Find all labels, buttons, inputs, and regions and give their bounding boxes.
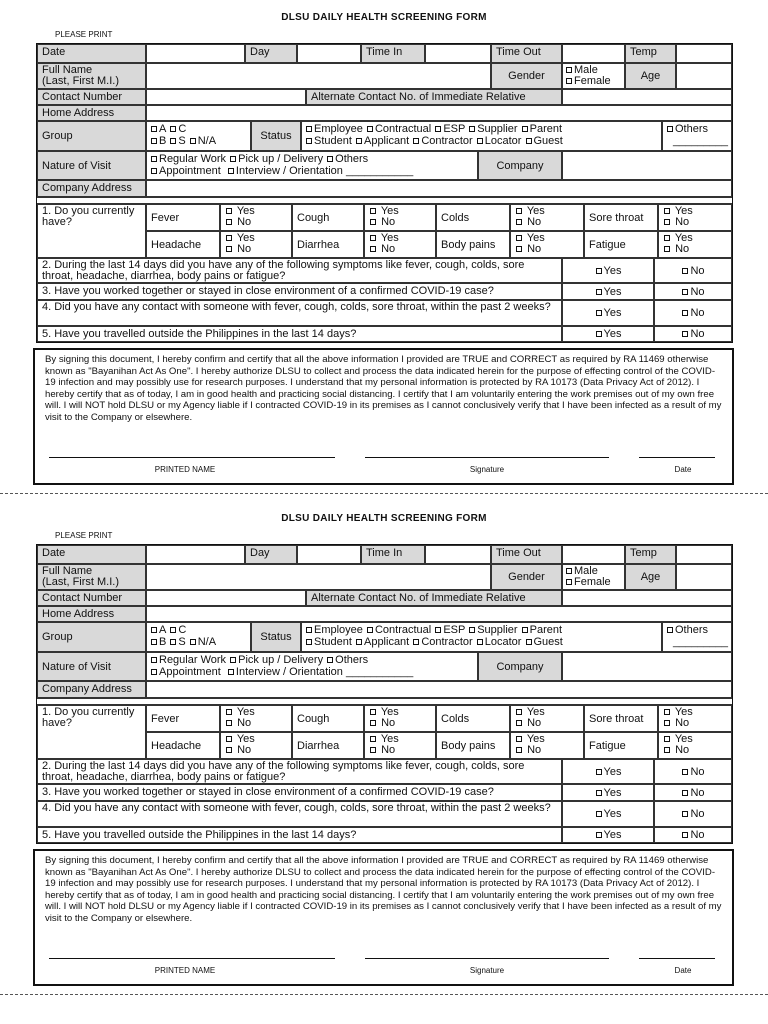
status-others: Others _________ [662,121,732,151]
date-signed-label: Date [674,465,692,474]
status-parent-checkbox[interactable] [522,627,528,633]
body-pains-no-checkbox[interactable] [516,747,522,753]
fever-no-checkbox[interactable] [226,720,232,726]
day-field[interactable] [297,545,361,564]
colds-yes-no: Yes No [510,705,584,732]
alternate-contact-field[interactable] [562,89,732,105]
colds-yes-no: Yes No [510,204,584,231]
alternate-contact-field[interactable] [562,590,732,606]
q1-label: 1. Do you currently have? [37,204,146,258]
sore-throat-yes-checkbox[interactable] [664,208,670,214]
company-address-label: Company Address [37,180,146,197]
symptom-fatigue-label: Fatigue [584,732,658,759]
nature-of-visit-label: Nature of Visit [37,652,146,681]
colds-no-checkbox[interactable] [516,219,522,225]
printed-name-line[interactable] [49,958,335,960]
signature-line[interactable] [365,958,609,960]
contact-number-label: Contact Number [37,590,146,606]
symptom-headache-label: Headache [146,732,220,759]
cough-yes-checkbox[interactable] [370,208,376,214]
screening-form-top [0,0,768,500]
q5-yes-checkbox[interactable] [596,331,602,337]
cough-yes-no: Yes No [364,204,436,231]
full-name-label: Full Name (Last, First M.I.) [37,564,146,590]
status-label: Status [251,622,301,652]
cough-yes-checkbox[interactable] [370,709,376,715]
age-field[interactable] [676,63,732,89]
signature-line[interactable] [365,457,609,459]
gender-label: Gender [491,63,562,89]
contact-number-label: Contact Number [37,89,146,105]
group-na-checkbox[interactable] [190,639,196,645]
headache-no-checkbox[interactable] [226,246,232,252]
status-contractual-checkbox[interactable] [367,627,373,633]
gender-female-option[interactable]: Female [565,76,622,87]
screening-table [36,544,733,844]
fatigue-yes-checkbox[interactable] [664,235,670,241]
symptom-sore-throat-label: Sore throat [584,705,658,732]
female-checkbox[interactable] [566,78,572,84]
temp-field[interactable] [676,44,732,63]
q3-no[interactable]: No [654,784,732,801]
visit-pickup-checkbox[interactable] [230,657,236,663]
visit-appointment-checkbox[interactable] [151,669,157,675]
fatigue-no-checkbox[interactable] [664,747,670,753]
status-others-checkbox[interactable] [667,126,673,132]
temp-field[interactable] [676,545,732,564]
company-field[interactable] [562,652,732,681]
cough-no-checkbox[interactable] [370,219,376,225]
visit-interview-checkbox[interactable] [228,669,234,675]
group-options: A C B S N/A [146,121,251,151]
signature-label: Signature [469,465,505,474]
time-out-field[interactable] [562,545,625,564]
q2-no-checkbox[interactable] [682,769,688,775]
fatigue-yes-checkbox[interactable] [664,736,670,742]
group-c-checkbox[interactable] [170,627,176,633]
headache-yes-no: Yes No [220,732,292,759]
q3-no[interactable]: No [654,283,732,300]
please-print-label: PLEASE PRINT [55,30,113,39]
visit-interview-checkbox[interactable] [228,168,234,174]
company-label: Company [478,151,562,180]
date-field[interactable] [146,44,245,63]
diarrhea-yes-checkbox[interactable] [370,235,376,241]
cut-line [0,994,768,995]
headache-no-checkbox[interactable] [226,747,232,753]
time-out-label: Time Out [491,44,562,63]
printed-name-label: PRINTED NAME [154,966,216,975]
q4-text: 4. Did you have any contact with someone with fever, cough, colds, sore throat, within the past 2 weeks? [37,801,562,827]
q5-no-checkbox[interactable] [682,832,688,838]
time-in-field[interactable] [425,545,491,564]
fever-yes-checkbox[interactable] [226,208,232,214]
cough-no-checkbox[interactable] [370,720,376,726]
status-guest-checkbox[interactable] [526,639,532,645]
nature-of-visit-label: Nature of Visit [37,151,146,180]
q4-yes-checkbox[interactable] [596,310,602,316]
visit-regular-checkbox[interactable] [151,156,157,162]
status-contractor-checkbox[interactable] [413,639,419,645]
body-pains-no-checkbox[interactable] [516,246,522,252]
status-student-checkbox[interactable] [306,639,312,645]
symptom-cough-label: Cough [292,204,364,231]
day-field[interactable] [297,44,361,63]
form-title: DLSU DAILY HEALTH SCREENING FORM [281,12,487,23]
screening-form-bottom [0,501,768,1001]
status-employee-checkbox[interactable] [306,126,312,132]
time-in-field[interactable] [425,44,491,63]
colds-yes-checkbox[interactable] [516,208,522,214]
status-parent-checkbox[interactable] [522,126,528,132]
time-in-label: Time In [361,44,425,63]
status-others-checkbox[interactable] [667,627,673,633]
status-student-checkbox[interactable] [306,138,312,144]
visit-appointment-checkbox[interactable] [151,168,157,174]
gender-female-option[interactable]: Female [565,577,622,588]
symptom-headache-label: Headache [146,231,220,258]
fever-yes-no: Yes No [220,204,292,231]
status-contractor-checkbox[interactable] [413,138,419,144]
q5-yes[interactable]: Yes [562,326,654,342]
sore-throat-yes-no: Yes No [658,204,732,231]
temp-label: Temp [625,44,676,63]
visit-options: Regular Work Pick up / Delivery Others Appointment Interview / Orientation ___________ [146,151,478,180]
visit-options: Regular Work Pick up / Delivery Others Appointment Interview / Orientation ___________ [146,652,478,681]
q4-text: 4. Did you have any contact with someone with fever, cough, colds, sore throat, within the past 2 weeks? [37,300,562,326]
cough-yes-no: Yes No [364,705,436,732]
status-others: Others _________ [662,622,732,652]
symptom-fever-label: Fever [146,204,220,231]
group-na-checkbox[interactable] [190,138,196,144]
q2-yes[interactable]: Yes [562,258,654,283]
body-pains-yes-checkbox[interactable] [516,736,522,742]
screening-table [36,43,733,343]
visit-others-line[interactable]: ___________ [345,165,414,177]
male-checkbox[interactable] [566,568,572,574]
q4-no-checkbox[interactable] [682,811,688,817]
alternate-contact-label: Alternate Contact No. of Immediate Relative [306,89,562,105]
headache-yes-checkbox[interactable] [226,235,232,241]
home-address-field[interactable] [146,105,732,121]
group-s-checkbox[interactable] [170,138,176,144]
male-checkbox[interactable] [566,67,572,73]
spacer-row [37,197,732,204]
sore-throat-no-checkbox[interactable] [664,219,670,225]
fever-yes-no: Yes No [220,705,292,732]
q2-no[interactable]: No [654,258,732,283]
spacer-row [37,698,732,705]
company-field[interactable] [562,151,732,180]
group-label: Group [37,622,146,652]
q2-yes[interactable]: Yes [562,759,654,784]
symptom-fever-label: Fever [146,705,220,732]
q2-no-checkbox[interactable] [682,268,688,274]
age-field[interactable] [676,564,732,590]
temp-label: Temp [625,545,676,564]
symptom-sore-throat-label: Sore throat [584,204,658,231]
q3-no-checkbox[interactable] [682,790,688,796]
time-in-label: Time In [361,545,425,564]
body-pains-yes-no: Yes No [510,732,584,759]
date-label: Date [37,44,146,63]
contact-number-field[interactable] [146,89,306,105]
home-address-label: Home Address [37,105,146,121]
home-address-field[interactable] [146,606,732,622]
date-label: Date [37,545,146,564]
sore-throat-no-checkbox[interactable] [664,720,670,726]
diarrhea-no-checkbox[interactable] [370,246,376,252]
group-b-checkbox[interactable] [151,138,157,144]
symptom-body-pains-label: Body pains [436,732,510,759]
symptom-diarrhea-label: Diarrhea [292,231,364,258]
home-address-label: Home Address [37,606,146,622]
group-s-checkbox[interactable] [170,639,176,645]
q2-no[interactable]: No [654,759,732,784]
body-pains-yes-checkbox[interactable] [516,235,522,241]
q3-no-checkbox[interactable] [682,289,688,295]
q5-text: 5. Have you travelled outside the Philippines in the last 14 days? [37,827,562,843]
q1-label: 1. Do you currently have? [37,705,146,759]
q4-no-checkbox[interactable] [682,310,688,316]
company-address-label: Company Address [37,681,146,698]
cut-line [0,493,768,494]
group-label: Group [37,121,146,151]
day-label: Day [245,44,297,63]
full-name-label: Full Name (Last, First M.I.) [37,63,146,89]
q3-yes[interactable]: Yes [562,784,654,801]
q2-text: 2. During the last 14 days did you have any of the following symptoms like fever, cough, colds, sore throat, headache, diarrhea, body pains or fatigue? [37,759,562,784]
date-line[interactable] [639,457,715,459]
day-label: Day [245,545,297,564]
group-c-checkbox[interactable] [170,126,176,132]
printed-name-line[interactable] [49,457,335,459]
visit-others-line[interactable]: ___________ [345,666,414,678]
symptom-colds-label: Colds [436,204,510,231]
gender-options [562,63,625,89]
status-options: Employee Contractual ESP Supplier Parent Student Applicant Contractor Locator Guest [301,622,662,652]
status-others-line[interactable]: _________ [672,135,728,147]
q4-no[interactable]: No [654,801,732,827]
body-pains-yes-no: Yes No [510,231,584,258]
age-label: Age [625,564,676,590]
status-employee-checkbox[interactable] [306,627,312,633]
symptom-colds-label: Colds [436,705,510,732]
fever-yes-checkbox[interactable] [226,709,232,715]
group-options: A C B S N/A [146,622,251,652]
gender-label: Gender [491,564,562,590]
q2-yes-checkbox[interactable] [596,268,602,274]
status-contractual-checkbox[interactable] [367,126,373,132]
status-guest-checkbox[interactable] [526,138,532,144]
company-address-field[interactable] [146,681,732,698]
gender-male-option[interactable]: Male [565,566,622,577]
q4-yes-checkbox[interactable] [596,811,602,817]
declaration-box [33,348,734,485]
declaration-box [33,849,734,986]
q2-yes-checkbox[interactable] [596,769,602,775]
status-label: Status [251,121,301,151]
female-checkbox[interactable] [566,579,572,585]
q5-yes-checkbox[interactable] [596,832,602,838]
please-print-label: PLEASE PRINT [55,531,113,540]
date-signed-label: Date [674,966,692,975]
diarrhea-yes-no: Yes No [364,732,436,759]
q5-yes[interactable]: Yes [562,827,654,843]
signature-label: Signature [469,966,505,975]
symptom-fatigue-label: Fatigue [584,231,658,258]
gender-options [562,564,625,590]
fever-no-checkbox[interactable] [226,219,232,225]
q3-yes-checkbox[interactable] [596,289,602,295]
form-title: DLSU DAILY HEALTH SCREENING FORM [281,513,487,524]
symptom-body-pains-label: Body pains [436,231,510,258]
fatigue-yes-no: Yes No [658,231,732,258]
fatigue-yes-no: Yes No [658,732,732,759]
full-name-field[interactable] [146,564,491,590]
full-name-field[interactable] [146,63,491,89]
q5-no-checkbox[interactable] [682,331,688,337]
visit-others-checkbox[interactable] [327,156,333,162]
status-applicant-checkbox[interactable] [356,639,362,645]
q3-text: 3. Have you worked together or stayed in close environment of a confirmed COVID-19 case? [37,784,562,801]
visit-regular-checkbox[interactable] [151,657,157,663]
company-label: Company [478,652,562,681]
company-address-field[interactable] [146,180,732,197]
symptom-diarrhea-label: Diarrhea [292,732,364,759]
time-out-field[interactable] [562,44,625,63]
contact-number-field[interactable] [146,590,306,606]
printed-name-label: PRINTED NAME [154,465,216,474]
status-applicant-checkbox[interactable] [356,138,362,144]
q5-no[interactable]: No [654,827,732,843]
group-a-checkbox[interactable] [151,126,157,132]
declaration-text: By signing this document, I hereby confirm and certify that all the above information I provided are TRUE and CORRECT as required by RA 11469 otherwise known as "Bayanihan Act As One". I hereby authorize DLSU to collect and process the data indicated herein for the purpose of effecting control of the COVID-19 infection and may possibly use for research purposes. I understand that my personal information is protected by RA 10173 (Data Privacy Act of 2012). I hereby certify that as of today, I am in good health and practicing social distancing. I certify that I am voluntarily entering the work premises out of my own free will. I will NOT hold DLSU or my Agency liable if I contracted COVID-19 in its premises as I cannot conclusively verify that I have been infected as a result of my visit to the Company or elsewhere. [45,855,722,924]
group-a-checkbox[interactable] [151,627,157,633]
q4-yes[interactable]: Yes [562,300,654,326]
declaration-text: By signing this document, I hereby confirm and certify that all the above information I provided are TRUE and CORRECT as required by RA 11469 otherwise known as "Bayanihan Act As One". I hereby authorize DLSU to collect and process the data indicated herein for the purpose of effecting control of the COVID-19 infection and may possibly use for research purposes. I understand that my personal information is protected by RA 10173 (Data Privacy Act of 2012). I hereby certify that as of today, I am in good health and practicing social distancing. I certify that I am voluntarily entering the work premises out of my own free will. I will NOT hold DLSU or my Agency liable if I contracted COVID-19 in its premises as I cannot conclusively verify that I have been infected as a result of my visit to the Company or elsewhere. [45,354,722,423]
diarrhea-yes-no: Yes No [364,231,436,258]
diarrhea-yes-checkbox[interactable] [370,736,376,742]
colds-yes-checkbox[interactable] [516,709,522,715]
date-line[interactable] [639,958,715,960]
q3-yes[interactable]: Yes [562,283,654,300]
q4-yes[interactable]: Yes [562,801,654,827]
q4-no[interactable]: No [654,300,732,326]
date-field[interactable] [146,545,245,564]
q5-text: 5. Have you travelled outside the Philippines in the last 14 days? [37,326,562,342]
q3-yes-checkbox[interactable] [596,790,602,796]
age-label: Age [625,63,676,89]
headache-yes-no: Yes No [220,231,292,258]
group-b-checkbox[interactable] [151,639,157,645]
visit-pickup-checkbox[interactable] [230,156,236,162]
status-supplier-checkbox[interactable] [469,126,475,132]
status-others-line[interactable]: _________ [672,636,728,648]
headache-yes-checkbox[interactable] [226,736,232,742]
sore-throat-yes-checkbox[interactable] [664,709,670,715]
status-options: Employee Contractual ESP Supplier Parent Student Applicant Contractor Locator Guest [301,121,662,151]
status-supplier-checkbox[interactable] [469,627,475,633]
symptom-cough-label: Cough [292,705,364,732]
q5-no[interactable]: No [654,326,732,342]
time-out-label: Time Out [491,545,562,564]
q3-text: 3. Have you worked together or stayed in close environment of a confirmed COVID-19 case? [37,283,562,300]
q2-text: 2. During the last 14 days did you have any of the following symptoms like fever, cough, colds, sore throat, headache, diarrhea, body pains or fatigue? [37,258,562,283]
diarrhea-no-checkbox[interactable] [370,747,376,753]
visit-others-checkbox[interactable] [327,657,333,663]
alternate-contact-label: Alternate Contact No. of Immediate Relative [306,590,562,606]
colds-no-checkbox[interactable] [516,720,522,726]
sore-throat-yes-no: Yes No [658,705,732,732]
status-locator-checkbox[interactable] [477,138,483,144]
status-locator-checkbox[interactable] [477,639,483,645]
status-esp-checkbox[interactable] [435,126,441,132]
fatigue-no-checkbox[interactable] [664,246,670,252]
status-esp-checkbox[interactable] [435,627,441,633]
gender-male-option[interactable]: Male [565,65,622,76]
